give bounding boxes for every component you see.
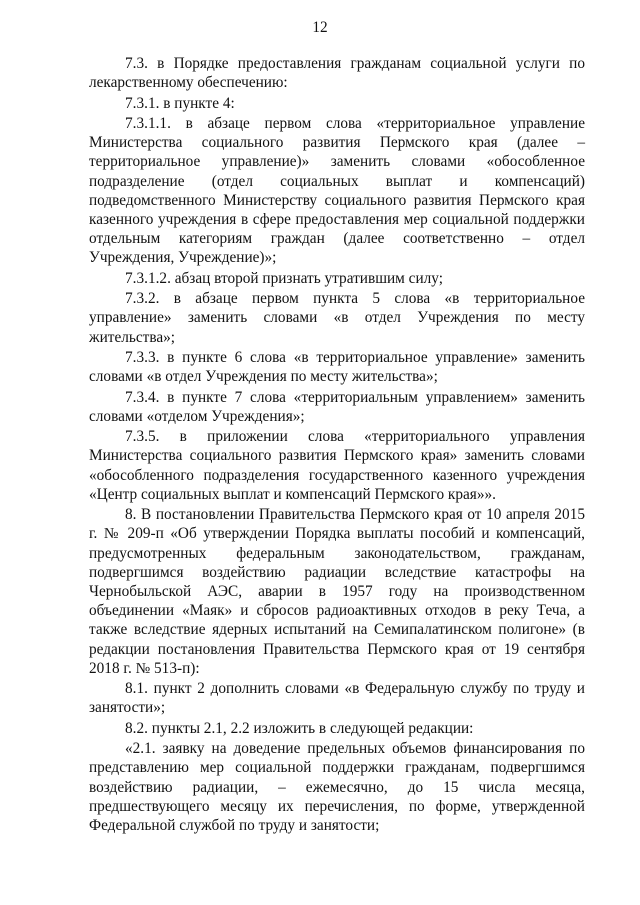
paragraph-8-1: 8.1. пункт 2 дополнить словами «в Федеральную службу по труду и занятости»; (89, 680, 585, 717)
paragraph-2-1-quote: «2.1. заявку на доведение предельных объемов финансирования по представлению мер социальной поддержки гражданам, подвергшимся воздействию радиации, – ежемесячно, до 15 числа месяца, предшествующего месяцу их перечисления, по форме, утвержденной Федеральной службой по труду и занятости; (89, 740, 585, 834)
paragraph-8: 8. В постановлении Правительства Пермского края от 10 апреля 2015 г. № 209-п «Об утверждении Порядка выплаты пособий и компенсаций, предусмотренных федеральным законодательством, гражданам, подвергшимся воздействию радиации вследствие катастрофы на Чернобыльской АЭС, аварии в 1957 году на производственном объединении «Маяк» и сбросов радиоактивных отходов в реку Теча, а также вследствие ядерных испытаний на Семипалатинском полигоне» (в редакции постановления Правительства Пермского края от 19 сентября 2018 г. № 513-п): (89, 506, 585, 677)
document-body (89, 54, 585, 836)
paragraph-7-3-1-1: 7.3.1.1. в абзаце первом слова «территориальное управление Министерства социального развития Пермского края (далее – территориальное управление)» заменить словами «обособленное подразделение (отдел социальных выплат и компенсаций) подведомственного Министерству социального развития Пермского края казенного учреждения в сфере предоставления мер социальной поддержки отдельным категориям граждан (далее соответственно – отдел Учреждения, Учреждение)»; (89, 114, 585, 267)
paragraph-8-2: 8.2. пункты 2.1, 2.2 изложить в следующей редакции: (125, 719, 474, 737)
paragraph-7-3-1: 7.3.1. в пункте 4: (125, 94, 235, 112)
paragraph-7-3-2: 7.3.2. в абзаце первом пункта 5 слова «в территориальное управление» заменить словами «в отдел Учреждения по месту жительства»; (89, 290, 585, 346)
paragraph-7-3-3: 7.3.3. в пункте 6 слова «в территориальное управление» заменить словами «в отдел Учреждения по месту жительства»; (89, 348, 585, 386)
paragraph-7-3-4: 7.3.4. в пункте 7 слова «территориальным управлением» заменить словами «отделом Учреждения»; (89, 388, 585, 425)
paragraph-7-3-5: 7.3.5. в приложении слова «территориального управления Министерства социального развития Пермского края» заменить словами «обособленного подразделения государственного казенного учреждения «Центр социальных выплат и компенсаций Пермского края»». (89, 428, 585, 503)
page-number: 12 (312, 19, 328, 36)
paragraph-7-3-1-2: 7.3.1.2. абзац второй признать утратившим силу; (125, 269, 443, 287)
paragraph-7-3: 7.3. в Порядке предоставления гражданам социальной услуги по лекарственному обеспечению: (89, 55, 585, 92)
